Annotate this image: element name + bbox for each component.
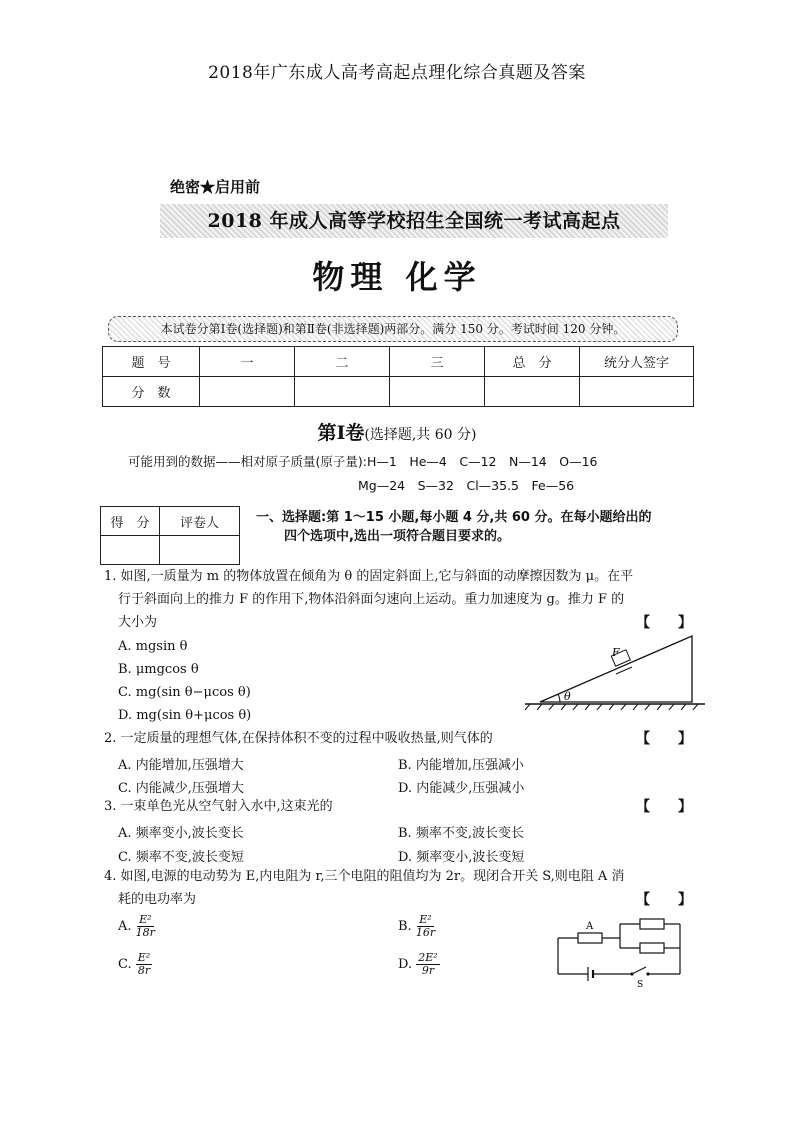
score-header-cell: 三 [390,347,485,377]
q4-option-a [118,914,155,939]
subject-title: 物理 化学 [312,258,482,296]
q4-option-d [398,952,440,977]
q1-stem-line-3: 大小为 [118,615,158,630]
switch-contact [646,972,649,975]
q2-option-b: B. 内能增加,压强减小 [398,758,524,773]
q4-option-b-fraction [416,914,435,939]
q3-option-a: A. 频率变小,波长变长 [118,826,244,841]
fraction-numerator: E² [139,913,152,926]
section-instruction [256,508,696,546]
fraction-numerator: E² [137,951,151,964]
q2-option-a: A. 内能增加,压强增大 [118,758,244,773]
resistor-lower [640,943,664,953]
q2-stem: 2. 一定质量的理想气体,在保持体积不变的过程中吸收热量,则气体的 [104,731,493,746]
grader-score-label: 得 分 [101,507,160,536]
grader-table [100,506,240,565]
instruction-line-2: 四个选项中,选出一项符合题目要求的。 [284,529,510,544]
q3-answer-bracket: 【 】 [636,799,692,815]
fraction-numerator: E² [419,913,432,926]
secret-label: 绝密★启用前 [170,178,261,196]
angle-arc [558,694,560,702]
q3-option-d: D. 频率变小,波长变短 [398,850,525,865]
score-header-cell: 总 分 [485,347,580,377]
fraction-denominator: 16r [415,926,436,939]
q1-option-b: B. μmgcos θ [118,662,199,677]
switch-label: S [637,980,644,990]
resistor-a [578,933,602,943]
score-header-cell: 统分人签字 [580,347,694,377]
instruction-line-1: 一、选择题:第 1～15 小题,每小题 4 分,共 60 分。在每小题给出的 [256,510,652,525]
q4-stem-line-2: 耗的电功率为 [118,892,197,907]
ground-hatching [525,704,698,710]
q1-option-a: A. mgsin θ [118,639,188,654]
score-cell [200,377,295,407]
q1-answer-bracket: 【 】 [636,615,692,631]
switch-contact [630,972,633,975]
q4-option-c-fraction [136,952,152,977]
score-cell [390,377,485,407]
force-label: F [612,646,620,659]
fraction-denominator: 18r [135,926,155,939]
atomic-mass-line-1: 可能用到的数据——相对原子质量(原子量):H—1 He—4 C—12 N—14 O—16 [128,454,598,469]
resistor-upper [640,919,664,929]
q4-option-b [398,914,435,939]
theta-label: θ [564,690,571,703]
switch-s [632,967,646,974]
q1-stem-line-2: 行于斜面向上的推力 F 的作用下,物体沿斜面匀速向上运动。重力加速度为 g。推力 F 的 [118,592,625,607]
grader-name-cell [160,536,240,565]
score-cell [485,377,580,407]
grader-name-label: 评卷人 [160,507,240,536]
score-table [102,346,694,407]
score-cell [295,377,390,407]
document-title: 2018年广东成人高考高起点理化综合真题及答案 [208,63,586,83]
q4-option-c-label: C. [118,957,132,972]
q2-option-c: C. 内能减少,压强增大 [118,781,244,796]
score-header-cell: 二 [295,347,390,377]
q4-option-b-label: B. [398,919,412,934]
q4-option-d-fraction [416,952,439,977]
part-one-subtitle: (选择题,共 60 分) [364,427,477,443]
q1-option-c: C. mg(sin θ−μcos θ) [118,685,251,700]
score-table-header-row [103,347,694,377]
fraction-numerator: 2E² [418,951,438,964]
incline-figure [520,630,710,712]
q1-option-d: D. mg(sin θ+μcos θ) [118,708,252,723]
atomic-mass-line-2: Mg—24 S—32 Cl—35.5 Fe—56 [358,478,575,493]
part-one-heading [0,418,794,445]
q4-option-a-label: A. [118,919,132,934]
exam-banner: 2018 年成人高等学校招生全国统一考试高起点 [160,204,668,238]
q3-option-c: C. 频率不变,波长变短 [118,850,244,865]
q4-option-d-label: D. [398,957,413,972]
resistor-a-label: A [586,921,594,932]
score-row-label: 分 数 [103,377,200,407]
q4-option-c [118,952,152,977]
q3-stem: 3. 一束单色光从空气射入水中,这束光的 [104,799,333,814]
grader-score-cell [101,536,160,565]
q4-answer-bracket: 【 】 [636,892,692,908]
fraction-denominator: 9r [421,964,435,977]
score-table-value-row [103,377,694,407]
fraction-denominator: 8r [137,964,151,977]
exam-notice: 本试卷分第Ⅰ卷(选择题)和第Ⅱ卷(非选择题)两部分。满分 150 分。考试时间 120 分钟。 [108,316,678,342]
circuit-figure [552,912,692,990]
q2-answer-bracket: 【 】 [636,731,692,747]
score-header-cell: 一 [200,347,295,377]
q4-stem-line-1: 4. 如图,电源的电动势为 E,内电阻为 r,三个电阻的阻值均为 2r。现闭合开关 S,则电阻 A 消 [104,869,625,884]
q3-option-b: B. 频率不变,波长变长 [398,826,524,841]
part-one-title: 第Ⅰ卷 [317,422,365,444]
score-cell [580,377,694,407]
q1-stem-line-1: 1. 如图,一质量为 m 的物体放置在倾角为 θ 的固定斜面上,它与斜面的动摩擦因数为 μ。在平 [104,569,634,584]
q2-option-d: D. 内能减少,压强减小 [398,781,525,796]
q4-option-a-fraction [136,914,155,939]
score-header-cell: 题 号 [103,347,200,377]
